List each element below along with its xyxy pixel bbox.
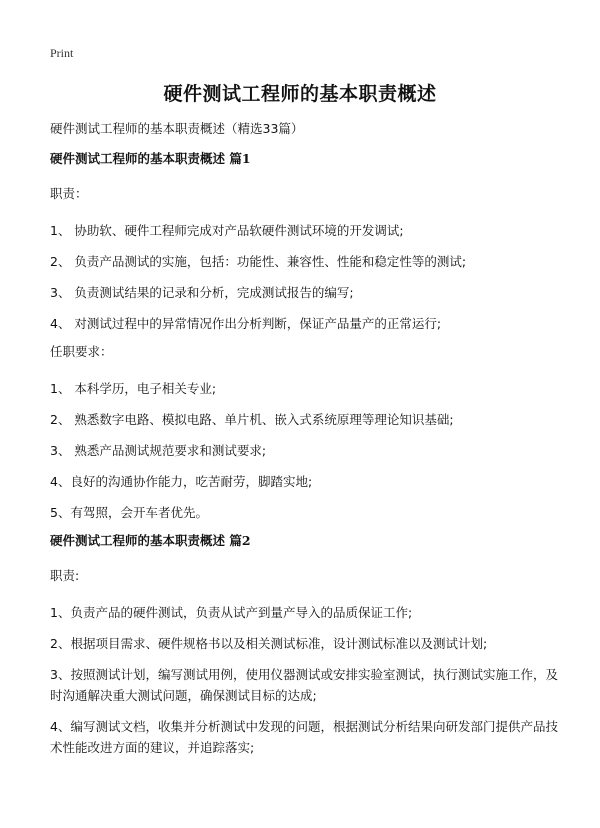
duty-item: 2、 负责产品测试的实施，包括：功能性、兼容性、性能和稳定性等的测试; [50, 254, 467, 269]
page-subtitle: 硬件测试工程师的基本职责概述（精选33篇） [50, 121, 304, 136]
section-heading: 硬件测试工程师的基本职责概述 篇2 [50, 533, 251, 548]
section-heading: 硬件测试工程师的基本职责概述 篇1 [50, 151, 251, 166]
duty-item: 4、 对测试过程中的异常情况作出分析判断，保证产品量产的正常运行; [50, 316, 442, 331]
page-title: 硬件测试工程师的基本职责概述 [163, 83, 437, 105]
requirement-item: 1、 本科学历，电子相关专业; [50, 381, 217, 396]
requirement-item: 2、 熟悉数字电路、模拟电路、单片机、嵌入式系统原理等理论知识基础; [50, 412, 454, 427]
document-content [50, 151, 560, 768]
print-label: Print [50, 46, 74, 60]
duty-item: 3、按照测试计划，编写测试用例，使用仪器测试或安排实验室测试，执行测试实施工作，及时沟通解决重大测试问题，确保测试目标的达成; [50, 667, 558, 703]
requirement-item: 5、有驾照，会开车者优先。 [50, 505, 208, 520]
requirements-label: 任职要求： [50, 344, 113, 359]
duty-item: 1、 协助软、硬件工程师完成对产品软硬件测试环境的开发调试; [50, 223, 404, 238]
requirement-item: 3、 熟悉产品测试规范要求和测试要求; [50, 443, 267, 458]
duty-item: 4、编写测试文档，收集并分析测试中发现的问题，根据测试分析结果向研发部门提供产品技术性能改进方面的建议，并追踪落实; [50, 719, 558, 755]
duty-item: 1、负责产品的硬件测试，负责从试产到量产导入的品质保证工作; [50, 605, 413, 620]
section-2 [50, 533, 560, 758]
section-1 [50, 151, 560, 523]
requirement-item: 4、良好的沟通协作能力，吃苦耐劳，脚踏实地; [50, 474, 313, 489]
duty-item: 3、 负责测试结果的记录和分析，完成测试报告的编写; [50, 285, 354, 300]
duty-item: 2、根据项目需求、硬件规格书以及相关测试标准，设计测试标准以及测试计划; [50, 636, 488, 651]
duties-label: 职责： [50, 186, 88, 201]
duties-label: 职责: [50, 568, 80, 583]
